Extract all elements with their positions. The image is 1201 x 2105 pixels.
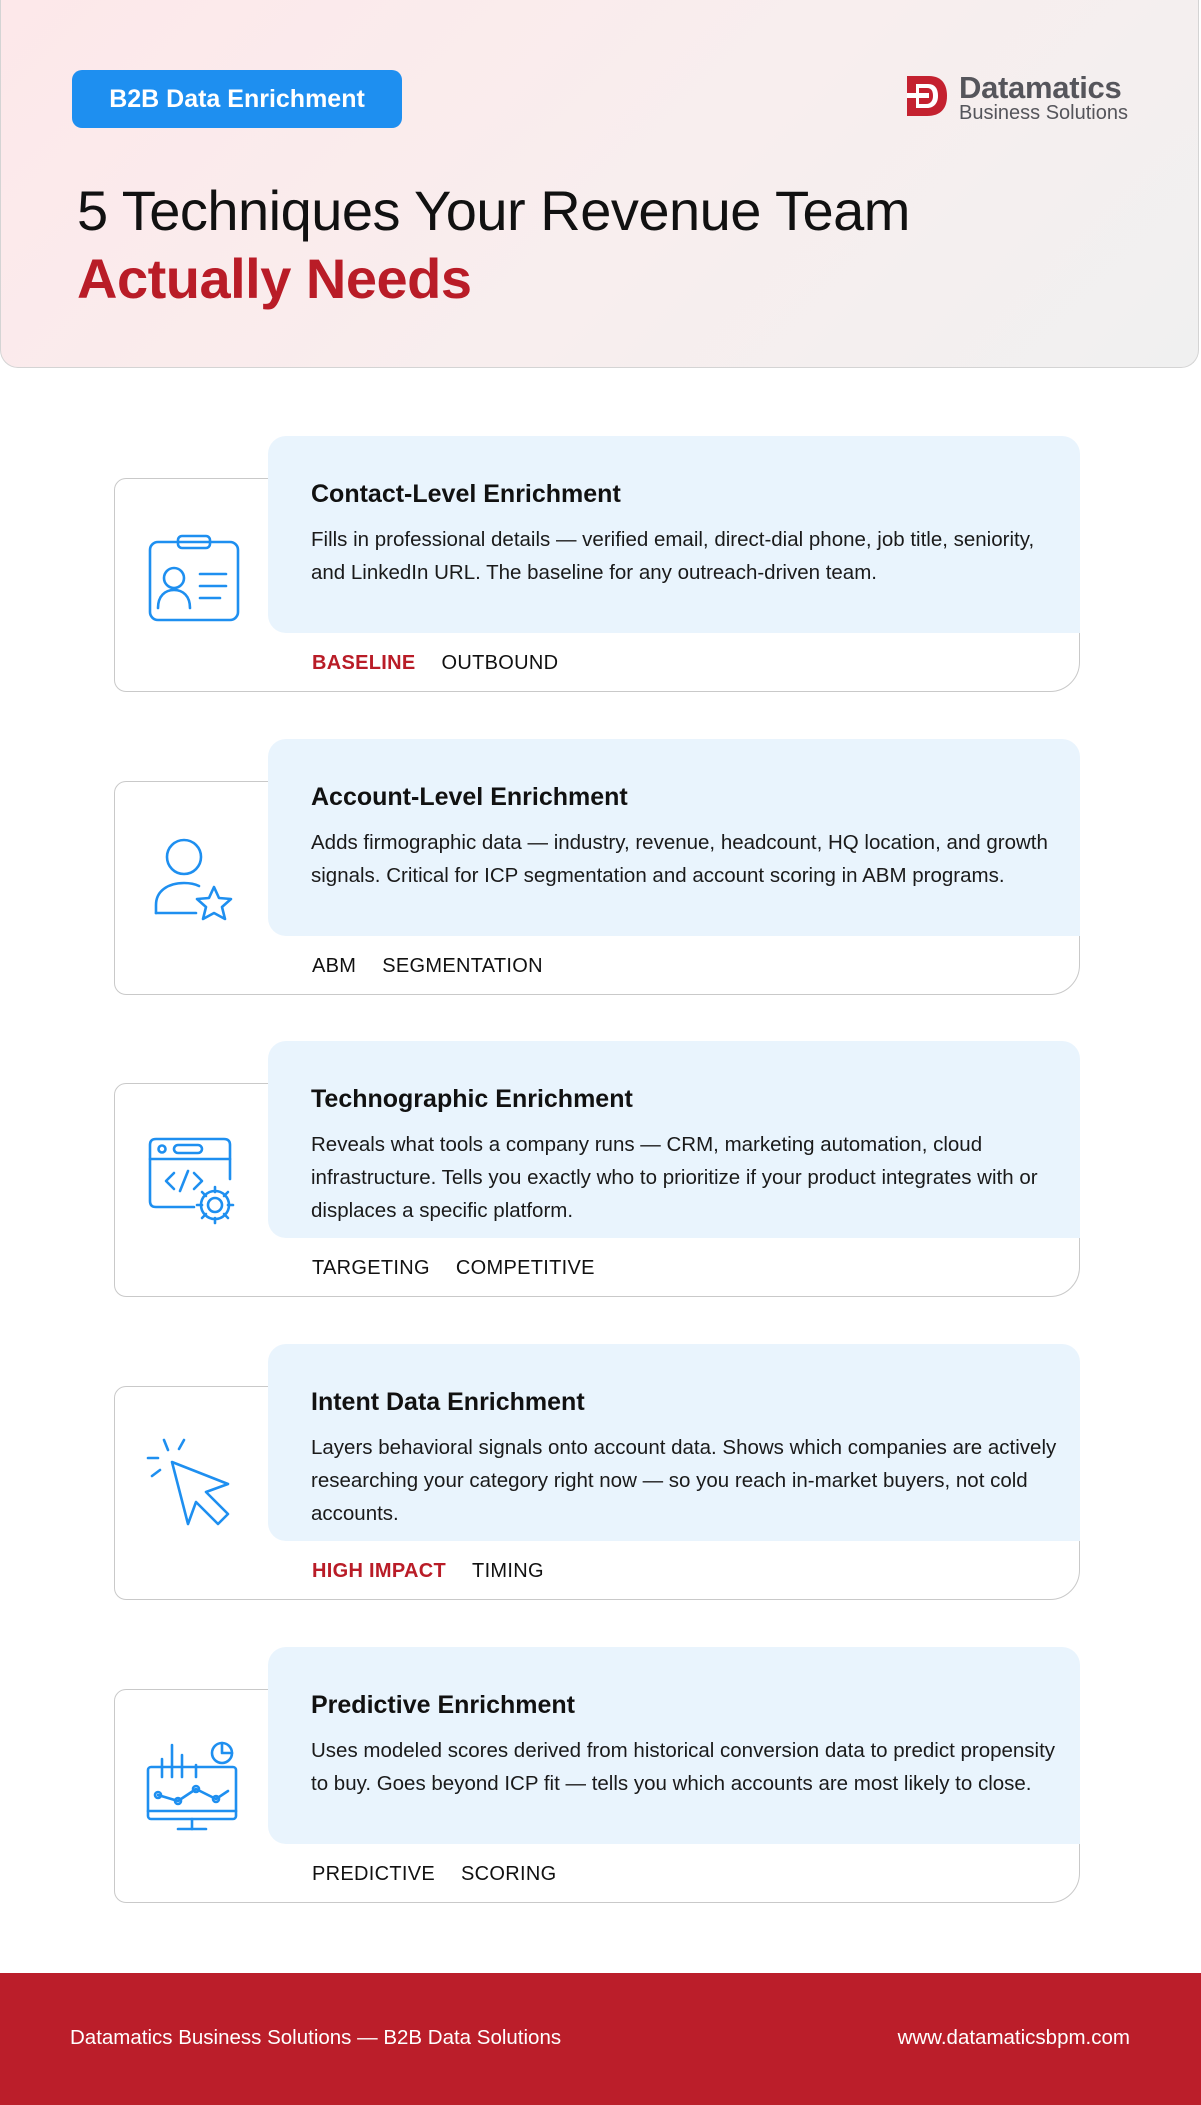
- datamatics-logo-icon: [903, 72, 951, 120]
- card-title: Intent Data Enrichment: [311, 1388, 585, 1416]
- id-badge-icon: [144, 526, 240, 622]
- tag-targeting: TARGETING: [312, 1257, 430, 1279]
- tag-list: [312, 1863, 556, 1893]
- technique-card-account: [114, 739, 1080, 977]
- card-description: Uses modeled scores derived from historical conversion data to predict propensity to buy. Goes beyond ICP fit — tells you which accounts are most likely to close.: [311, 1739, 1056, 1795]
- logo-tagline: Business Solutions: [959, 102, 1128, 124]
- footer-website-link[interactable]: www.datamaticsbpm.com: [897, 2026, 1130, 2049]
- analytics-monitor-icon: [144, 1737, 240, 1833]
- card-title: Account-Level Enrichment: [311, 783, 628, 811]
- tag-list: [312, 955, 543, 985]
- tag-predictive: PREDICTIVE: [312, 1863, 436, 1885]
- user-star-icon: [144, 829, 240, 925]
- tag-list: [312, 652, 558, 682]
- card-content-panel: [268, 1344, 1080, 1541]
- tag-list: [312, 1560, 544, 1590]
- tag-competitive: COMPETITIVE: [455, 1257, 595, 1279]
- tag-abm: ABM: [312, 955, 357, 977]
- card-content-panel: [268, 739, 1080, 936]
- tag-scoring: SCORING: [461, 1863, 557, 1885]
- card-description: Layers behavioral signals onto account data. Shows which companies are actively researching your category right now — so you reach in-market buyers, not cold accounts.: [311, 1436, 1057, 1525]
- tag-high-impact: HIGH IMPACT: [312, 1560, 447, 1582]
- tag-outbound: OUTBOUND: [441, 652, 559, 674]
- tag-list: [312, 1257, 595, 1287]
- logo-name: Datamatics: [959, 70, 1122, 105]
- tag-timing: TIMING: [472, 1560, 544, 1582]
- page-title-line-2: Actually Needs: [77, 247, 472, 310]
- hero-header: [0, 0, 1199, 368]
- card-title: Contact-Level Enrichment: [311, 480, 621, 508]
- technique-card-predictive: [114, 1647, 1080, 1885]
- category-badge: B2B Data Enrichment: [72, 70, 402, 128]
- footer: [0, 1973, 1201, 2105]
- card-content-panel: [268, 1041, 1080, 1238]
- cursor-click-icon: [144, 1434, 240, 1530]
- card-content-panel: [268, 1647, 1080, 1844]
- company-logo: [903, 70, 1133, 124]
- card-title: Predictive Enrichment: [311, 1691, 575, 1719]
- technique-card-contact: [114, 436, 1080, 674]
- tag-segmentation: SEGMENTATION: [382, 955, 543, 977]
- card-description: Fills in professional details — verified email, direct-dial phone, job title, seniority, and LinkedIn URL. The baseline for any outreach-driven team.: [311, 528, 1035, 584]
- footer-company: Datamatics Business Solutions — B2B Data Solutions: [70, 2026, 562, 2049]
- card-title: Technographic Enrichment: [311, 1085, 633, 1113]
- tag-baseline: BASELINE: [312, 652, 416, 674]
- card-description: Adds firmographic data — industry, revenue, headcount, HQ location, and growth signals. Critical for ICP segmentation and account scoring in ABM programs.: [311, 831, 1048, 887]
- technique-card-intent: [114, 1344, 1080, 1582]
- code-window-gear-icon: [144, 1131, 240, 1227]
- page-title-line-1: 5 Techniques Your Revenue Team: [77, 179, 910, 242]
- card-content-panel: [268, 436, 1080, 633]
- card-description: Reveals what tools a company runs — CRM, marketing automation, cloud infrastructure. Tells you exactly who to prioritize if your product integrates with or displaces a specific platform.: [311, 1133, 1038, 1222]
- technique-card-technographic: [114, 1041, 1080, 1279]
